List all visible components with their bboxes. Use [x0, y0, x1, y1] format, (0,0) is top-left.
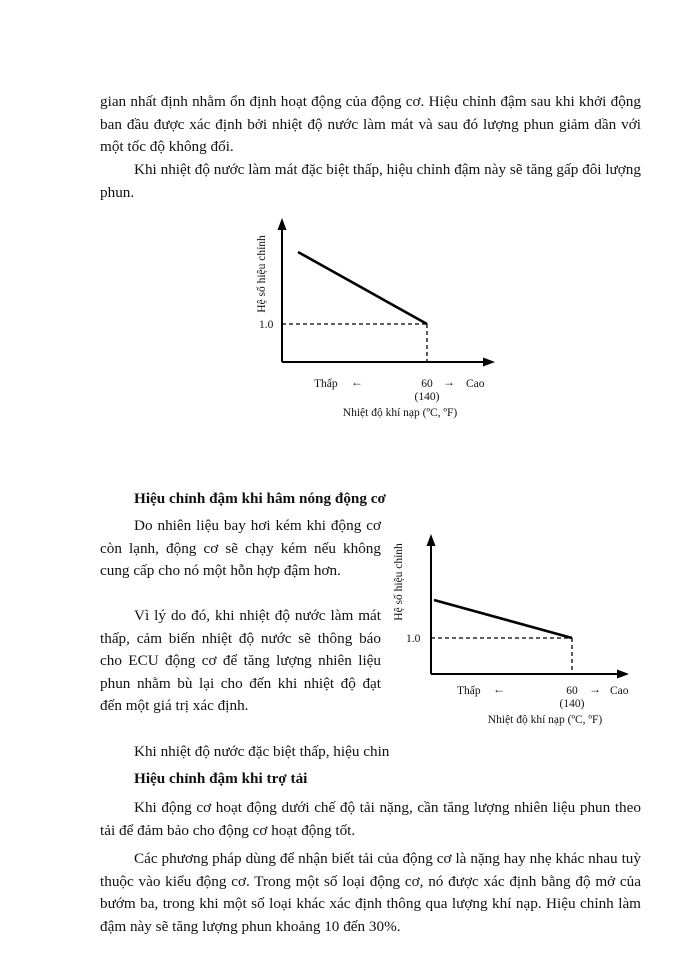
chart-2-series-line	[434, 600, 572, 638]
chart-1-x-mark-alt: (140)	[414, 391, 440, 403]
paragraph-intro: gian nhất định nhằm ổn định hoạt động của động cơ. Hiệu chỉnh đậm sau khi khởi động ban đầu được xác định bởi nhiệt độ nước làm mát và sau đó lượng phun giảm dần với một tốc độ không đổi.	[100, 93, 641, 156]
chart-2-x-low: Thấp	[457, 685, 481, 697]
chart-2-y-label: Hệ số hiệu chỉnh	[393, 543, 405, 621]
chart-1-arrow-right: →	[443, 375, 455, 389]
chart-2-x-arrow	[617, 670, 629, 679]
chart-1-y-mark: 1.0	[259, 319, 274, 331]
chart-2-arrow-right: →	[589, 682, 601, 696]
chart-1-y-arrow	[278, 218, 287, 230]
paragraph-truncated: Khi nhiệt độ nước đặc biệt thấp, hiệu chin	[134, 743, 390, 760]
paragraph-ecu: Vì lý do đó, khi nhiệt độ nước làm mát thấp, cảm biến nhiệt độ nước sẽ thông báo cho ECU động cơ để tăng lượng nhiên liệu phun nhằm bù lại cho đến khi nhiệt độ đạt đến một giá trị xác định.	[100, 607, 381, 715]
paragraph-double-injection: Khi nhiệt độ nước làm mát đặc biệt thấp, hiệu chỉnh đậm này sẽ tăng gấp đôi lượng phun.	[100, 161, 641, 201]
chart-1-x-low: Thấp	[314, 378, 338, 390]
paragraph-heavy-load: Khi động cơ hoạt động dưới chế độ tải nặng, cần tăng lượng nhiên liệu phun theo tải để đảm bảo cho động cơ hoạt động tốt.	[100, 799, 641, 839]
chart-2	[390, 526, 640, 732]
chart-1-x-arrow	[483, 358, 495, 367]
heading-warmup: Hiệu chỉnh đậm khi hâm nóng động cơ	[134, 490, 386, 507]
chart-1	[250, 212, 510, 422]
paragraph-load-detection: Các phương pháp dùng để nhận biết tải của động cơ là nặng hay nhẹ khác nhau tuỳ thuộc vào kiểu động cơ. Trong một số loại động cơ, nó được xác định bằng độ mở của bướm ba, trong khi một số loại khác xác định thông qua lượng khí nạp. Hiệu chỉnh làm đậm này sẽ tăng lượng phun khoảng 10 đến 30%.	[100, 850, 641, 935]
chart-2-x-mark: 60	[566, 685, 578, 697]
chart-1-x-high: Cao	[466, 378, 485, 390]
chart-1-arrow-left: ←	[351, 375, 363, 389]
paragraph-cold-engine: Do nhiên liệu bay hơi kém khi động cơ còn lạnh, động cơ sẽ chạy kém nếu không cung cấp cho nó một hỗn hợp đậm hơn.	[100, 517, 381, 580]
chart-1-x-mark: 60	[421, 378, 433, 390]
heading-load: Hiệu chỉnh đậm khi trợ tải	[134, 770, 308, 787]
chart-2-x-label: Nhiệt độ khí nạp (ºC, ºF)	[487, 714, 603, 726]
chart-2-y-mark: 1.0	[406, 633, 421, 645]
chart-1-x-label: Nhiệt độ khí nạp (ºC, ºF)	[342, 407, 458, 419]
chart-2-x-high: Cao	[610, 685, 629, 697]
chart-2-y-arrow	[427, 534, 436, 546]
chart-1-series-line	[298, 252, 427, 324]
chart-2-arrow-left: ←	[493, 682, 505, 696]
chart-1-y-label: Hệ số hiệu chỉnh	[256, 235, 268, 313]
chart-2-x-mark-alt: (140)	[559, 698, 585, 710]
